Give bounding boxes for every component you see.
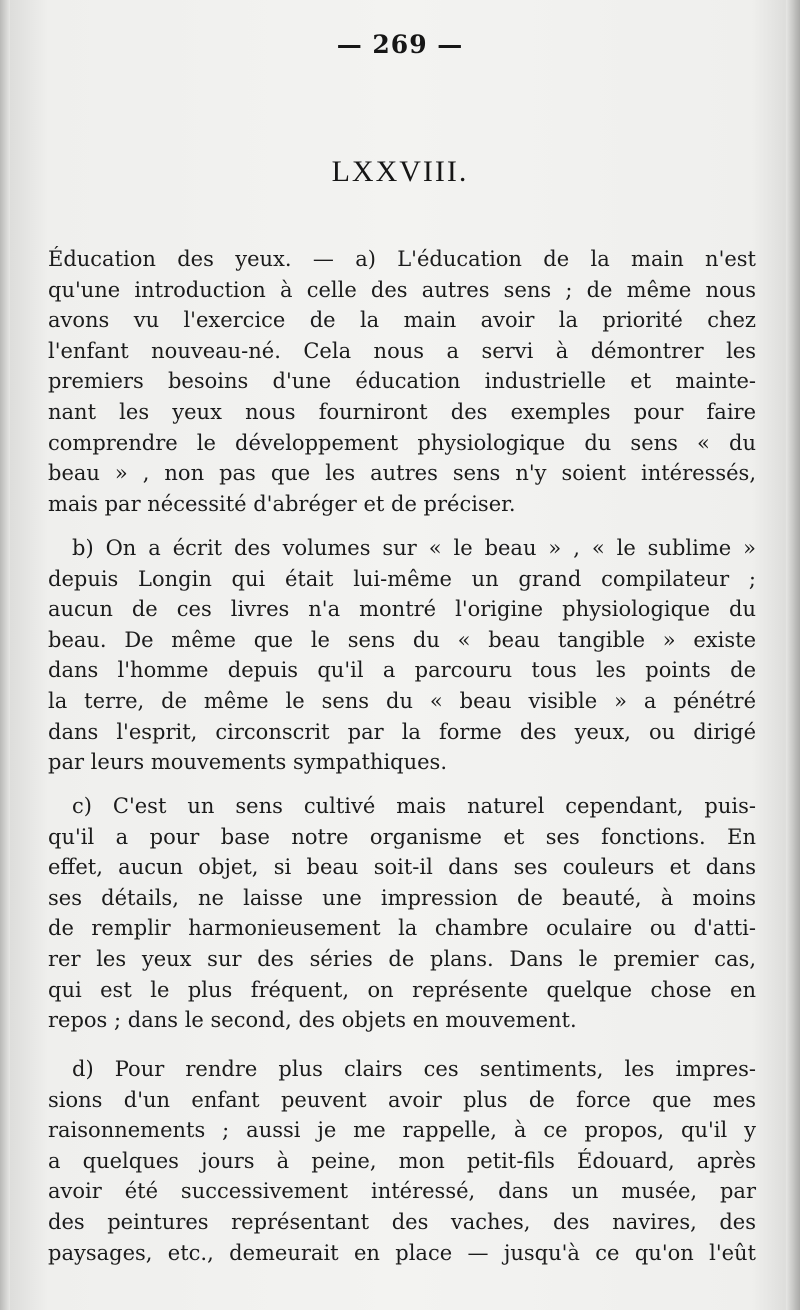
text-line: repos ; dans le second, des objets en mouvement. (48, 1008, 577, 1033)
page-edge-left (0, 0, 10, 1310)
text-line: c) C'est un sens cultivé mais naturel cependant, puis- (72, 794, 756, 818)
text-line: nant les yeux nous fourniront des exemples pour faire (48, 399, 756, 424)
text-line: par leurs mouvements sympathiques. (48, 750, 448, 775)
text-line: comprendre le développement physiologique du sens « du (48, 430, 756, 455)
text-line: b) On a écrit des volumes sur « le beau » , « le sublime » (72, 536, 756, 560)
text-line: premiers besoins d'une éducation industrielle et mainte- (48, 369, 756, 394)
text-line: qu'il a pour base notre organisme et ses fonctions. En (48, 824, 756, 849)
text-line: raisonnements ; aussi je me rappelle, à ce propos, qu'il y (48, 1118, 756, 1143)
page-edge-right (786, 0, 800, 1310)
text-line: la terre, de même le sens du « beau visible » a pénétré (48, 688, 756, 713)
text-line: beau » , non pas que les autres sens n'y soient intéressés, (48, 461, 756, 486)
text-line: aucun de ces livres n'a montré l'origine physiologique du (48, 597, 756, 622)
text-line: effet, aucun objet, si beau soit-il dans ses couleurs et dans (48, 855, 756, 880)
text-line: ses détails, ne laisse une impression de beauté, à moins (48, 885, 756, 910)
text-line: mais par nécessité d'abréger et de préciser. (48, 491, 516, 516)
paragraph-a (48, 244, 756, 519)
text-line: dans l'esprit, circonscrit par la forme des yeux, ou dirigé (48, 719, 756, 744)
chapter-heading: LXXVIII. (331, 155, 469, 188)
text-line: de remplir harmonieusement la chambre oculaire ou d'atti- (48, 916, 756, 941)
paragraph-c (48, 791, 756, 1036)
text-line: rer les yeux sur des séries de plans. Dans le premier cas, (48, 946, 756, 971)
text-line: qui est le plus fréquent, on représente quelque chose en (48, 977, 756, 1002)
text-line: d) Pour rendre plus clairs ces sentiments, les impres- (72, 1057, 756, 1081)
page-number: — 269 — (336, 30, 464, 59)
text-line: paysages, etc., demeurait en place — jusqu'à ce qu'on l'eût (48, 1240, 756, 1265)
text-line: avoir été successivement intéressé, dans un musée, par (48, 1179, 756, 1204)
text-line: beau. De même que le sens du « beau tangible » existe (48, 627, 756, 652)
text-line: sions d'un enfant peuvent avoir plus de force que mes (48, 1087, 756, 1112)
text-line: avons vu l'exercice de la main avoir la priorité chez (48, 308, 756, 333)
text-line: depuis Longin qui était lui-même un grand compilateur ; (48, 566, 756, 591)
text-line: des peintures représentant des vaches, des navires, des (48, 1209, 756, 1234)
text-line: l'enfant nouveau-né. Cela nous a servi à démontrer les (48, 338, 756, 363)
text-line: dans l'homme depuis qu'il a parcouru tous les points de (48, 658, 756, 683)
text-line: a quelques jours à peine, mon petit-fils Édouard, après (48, 1148, 756, 1173)
paragraph-b (48, 533, 756, 778)
text-line: Éducation des yeux. — a) L'éducation de la main n'est (48, 247, 756, 271)
paragraph-d (48, 1054, 756, 1268)
text-line: qu'une introduction à celle des autres sens ; de même nous (48, 277, 756, 302)
